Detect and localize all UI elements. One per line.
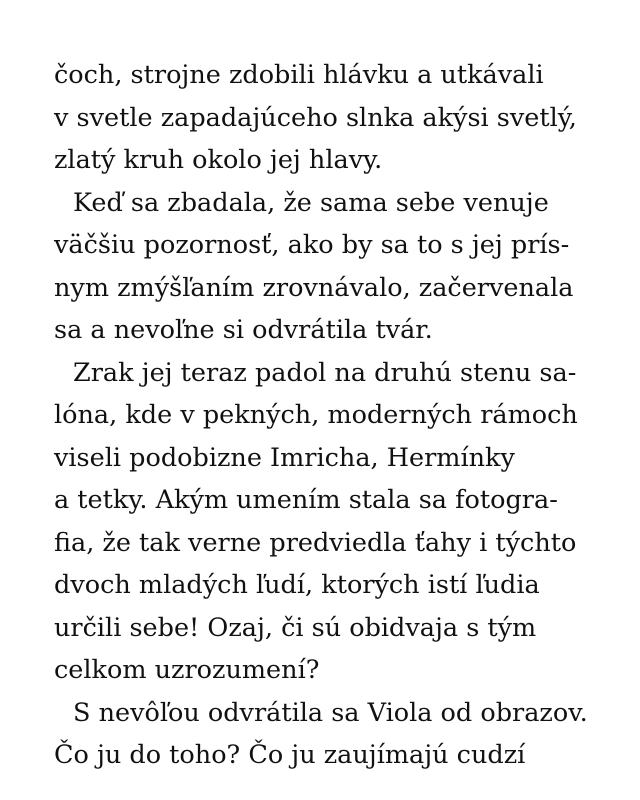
text-line: zlatý kruh okolo jej hlavy. (54, 145, 383, 175)
text-line: Čo ju do toho? Čo ju zaujímajú cudzí (54, 740, 526, 770)
text-line: fia, že tak verne predviedla ťahy i týchto (54, 527, 577, 558)
text-line: určili sebe! Ozaj, či sú obidvaja s tým (54, 612, 537, 643)
text-line: S nevôľou odvrátila sa Viola od obrazov. (73, 697, 588, 728)
text-line: Zrak jej teraz padol na druhú stenu sa- (73, 357, 577, 388)
book-page (54, 54, 614, 777)
text-line: čoch, strojne zdobili hlávku a utkávali (54, 60, 544, 90)
text-line: sa a nevoľne si odvrátila tvár. (54, 315, 433, 345)
text-line: v svetle zapadajúceho slnka akýsi svetlý, (54, 102, 577, 133)
text-line: a tetky. Akým umením stala sa fotogra- (54, 485, 558, 515)
text-line: lóna, kde v pekných, moderných rámoch (54, 400, 578, 430)
text-line: dvoch mladých ľudí, ktorých istí ľudia (54, 570, 540, 600)
text-line: nym zmýšľaním zrovnávalo, začervenala (54, 272, 574, 303)
text-line: Keď sa zbadala, že sama sebe venuje (73, 187, 549, 218)
text-line: celkom uzrozumení? (54, 655, 320, 685)
text-line: viseli podobizne Imricha, Hermínky (54, 442, 515, 473)
text-line: väčšiu pozornosť, ako by sa to s jej prís- (54, 230, 570, 260)
